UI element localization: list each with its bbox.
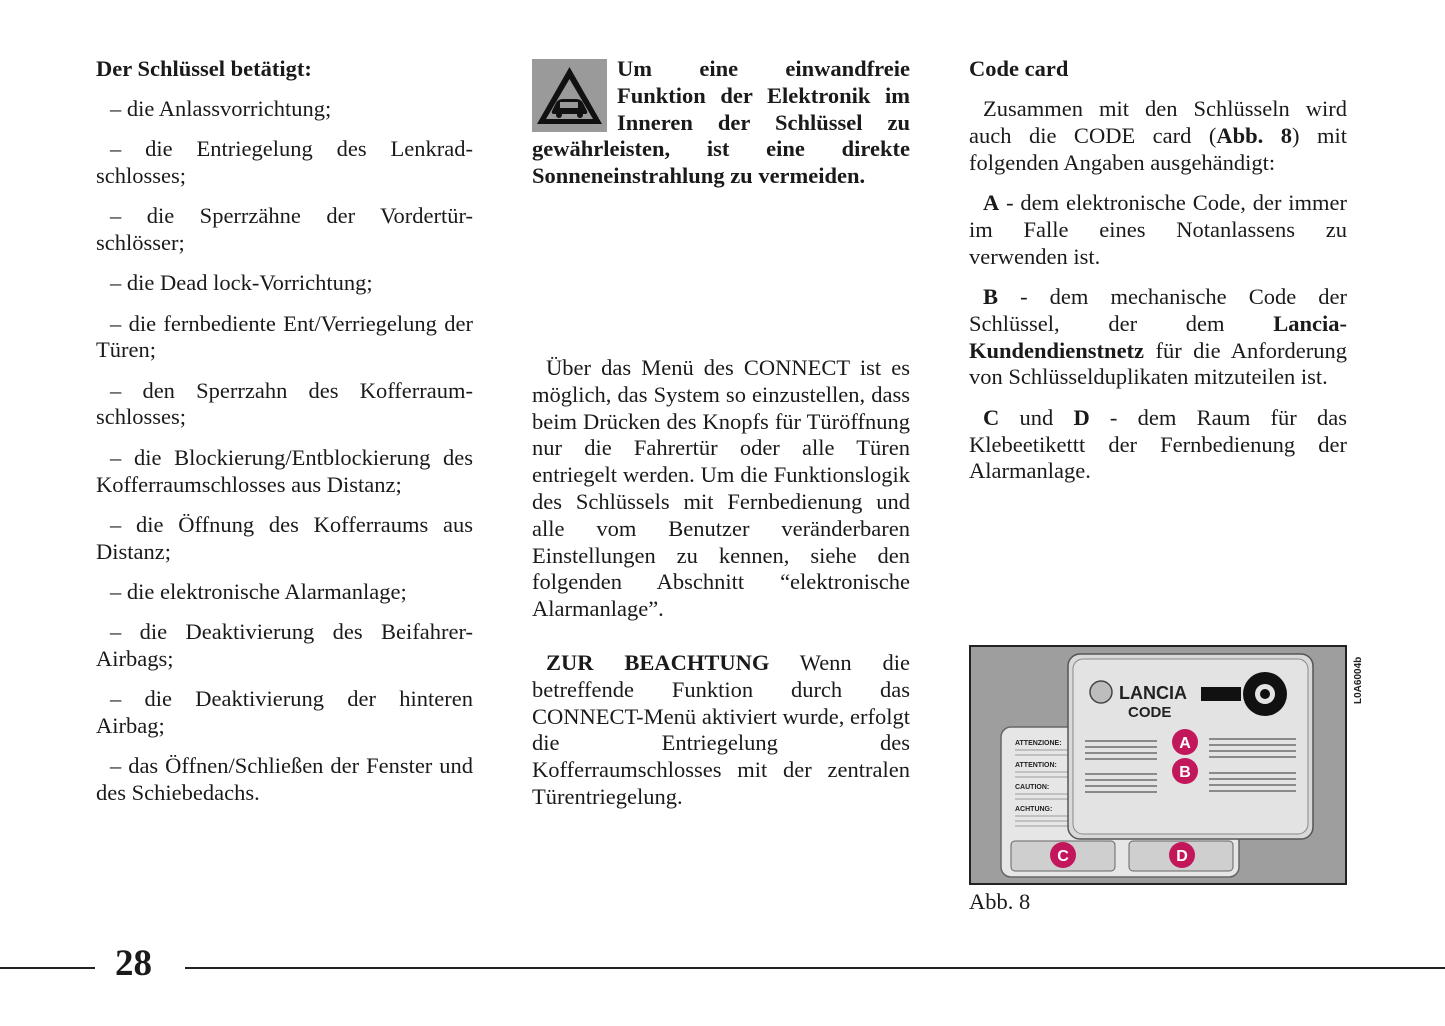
list-item: – die Deaktivierung der hinteren Airbag; <box>96 686 473 739</box>
svg-text:A: A <box>1179 735 1191 752</box>
back-label: ACHTUNG: <box>1015 806 1053 813</box>
warning-text: Um eine einwandfreie Funktion der Elektronik im Inneren der Schlüssel zu gewährleisten, ist eine direkte Sonneneinstrahlung zu vermeiden. <box>532 56 910 189</box>
list-item: – die fernbediente Ent/Verriegelung der Türen; <box>96 310 473 363</box>
marker-c <box>1050 842 1076 868</box>
svg-text:C: C <box>1057 848 1069 865</box>
code-a-paragraph: A - dem elektronische Code, der immer im Falle eines Notanlassens zu verwenden ist. <box>969 190 1347 269</box>
list-item: – die Anlassvorrichtung; <box>110 95 332 121</box>
warning-box <box>532 56 910 190</box>
list-item: – die Öffnung des Kofferraums aus Distanz; <box>96 511 473 564</box>
svg-text:B: B <box>1179 764 1191 781</box>
card-title: CODE <box>1128 704 1172 721</box>
figure-caption: Abb. 8 <box>969 889 1031 914</box>
note-label: ZUR BEACHTUNG <box>546 650 770 675</box>
figure-code <box>1348 646 1366 706</box>
code-card-heading: Code card <box>969 56 1069 81</box>
back-label: ATTENTION: <box>1015 762 1057 769</box>
list-item: – die elektronische Alarmanlage; <box>110 578 407 604</box>
svg-text:L0A6004b: L0A6004b <box>1353 656 1364 704</box>
list-item: – das Öffnen/Schließen der Fenster und des Schiebedachs. <box>96 753 473 806</box>
back-label: CAUTION: <box>1015 784 1050 791</box>
list-item: – den Sperrzahn des Kofferraum-schlosses; <box>96 377 473 430</box>
key-functions-heading: Der Schlüssel betätigt: <box>96 56 312 81</box>
list-item: – die Blockierung/Entblockierung des Kofferraumschlosses aus Distanz; <box>96 444 473 497</box>
code-cd-paragraph: C und D - dem Raum für das Klebeetikettt der Fernbedienung der Alarmanlage. <box>969 404 1347 484</box>
marker-a <box>1172 729 1198 755</box>
code-card-intro: Zusammen mit den Schlüsseln wird auch die CODE card (Abb. 8) mit folgenden Angaben ausgehändigt: <box>969 96 1347 175</box>
left-column <box>96 56 473 821</box>
marker-d <box>1169 842 1195 868</box>
list-item: – die Dead lock-Vorrichtung; <box>110 270 373 296</box>
code-b-paragraph: B - dem mechanische Code der Schlüssel, der dem Lancia-Kundendienstnetz für die Anforderung von Schlüsselduplikaten mitzuteilen ist. <box>969 284 1347 390</box>
marker-b <box>1172 758 1198 784</box>
middle-column <box>532 56 910 203</box>
note-paragraph: ZUR BEACHTUNG Wenn die betreffende Funktion durch das CONNECT-Menü aktiviert wurde, erfolgt die Entriegelung des Kofferraumschlosses mit der zentralen Türentriegelung. <box>532 650 910 809</box>
footer-rule-left <box>0 967 95 969</box>
card-brand: LANCIA <box>1119 683 1187 703</box>
svg-text:D: D <box>1176 848 1188 865</box>
footer-rule-right <box>185 967 1445 969</box>
warning-car-icon <box>532 59 607 132</box>
back-label: ATTENZIONE: <box>1015 740 1062 747</box>
code-card-figure <box>969 645 1347 885</box>
page-number: 28 <box>115 943 152 984</box>
list-item: – die Deaktivierung des Beifahrer-Airbags; <box>96 619 473 672</box>
right-column <box>969 56 1347 499</box>
connect-paragraph: Über das Menü des CONNECT ist es möglich, das System so einzustellen, dass beim Drücken des Knopfs für Türöffnung nur die Fahrertür oder alle Türen entriegelt werden. Um die Funktionslogik des Schlüssels mit Fernbedienung und alle vom Benutzer veränderbaren Einstellungen zu kennen, siehe den folgenden Abschnitt “elektronische Alarmanlage”. <box>532 355 910 622</box>
list-item: – die Sperrzähne der Vordertür-schlösser; <box>96 203 473 255</box>
list-item: – die Entriegelung des Lenkrad-schlosses; <box>96 136 473 188</box>
